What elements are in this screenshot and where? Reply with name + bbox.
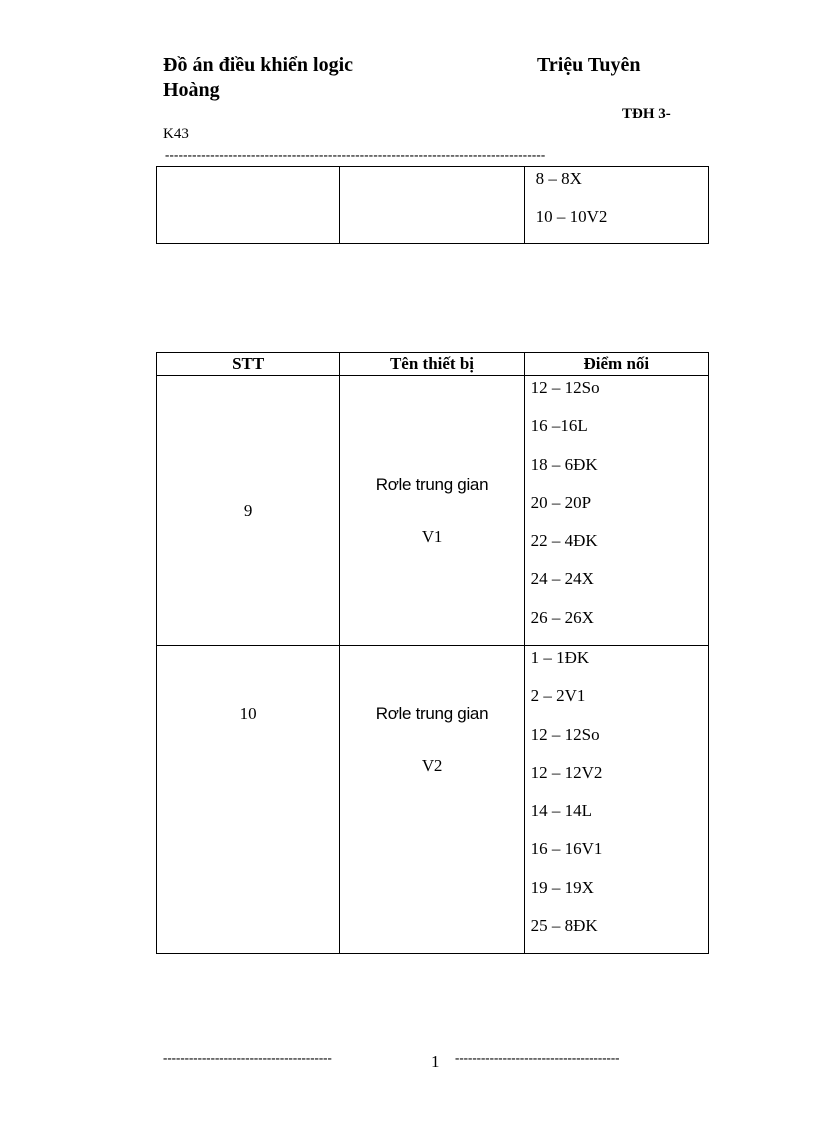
stt-cell: 10 [157, 646, 340, 954]
device-code: V2 [421, 756, 443, 775]
device-code: V1 [421, 526, 443, 546]
connection-point: 12 – 12So [530, 724, 600, 744]
connection-point: 8 – 8X [535, 169, 582, 188]
connection-point: 10 – 10V2 [535, 207, 608, 226]
column-header-stt: STT [157, 353, 340, 376]
footer-divider-left: --------------------------------------- [163, 1050, 332, 1065]
connection-point: 22 – 4ĐK [530, 531, 598, 551]
class-code: TĐH 3- [622, 106, 671, 122]
document-title: Đồ án điều khiển logic [163, 54, 354, 76]
table-row [157, 646, 709, 954]
connection-point: 16 – 16V1 [530, 839, 603, 859]
connection-points-cell [524, 167, 708, 244]
device-cell [340, 646, 524, 954]
page-number: 1 [431, 1052, 440, 1071]
stt-cell [157, 167, 340, 244]
wiring-table [156, 352, 709, 954]
connection-point: 2 – 2V1 [530, 686, 586, 706]
device-name: Rơle trung gian [375, 704, 489, 723]
table-row [157, 376, 709, 646]
continuation-table [156, 166, 709, 244]
connection-point: 1 – 1ĐK [530, 648, 590, 667]
connection-point: 25 – 8ĐK [530, 916, 598, 936]
connection-point: 20 – 20P [530, 492, 592, 512]
class-code-continued: K43 [163, 126, 189, 142]
author-name-continued: Hoàng [163, 79, 220, 101]
column-header-device: Tên thiết bị [340, 353, 524, 376]
device-cell [340, 167, 524, 244]
connection-points-cell [524, 376, 708, 646]
device-cell [340, 376, 524, 646]
connection-points-cell [524, 646, 708, 954]
connection-point: 16 –16L [530, 416, 588, 436]
author-name: Triệu Tuyên [537, 54, 641, 76]
table-row [157, 167, 709, 244]
column-header-points: Điểm nối [524, 353, 708, 376]
connection-point: 19 – 19X [530, 877, 594, 897]
footer-divider-right: -------------------------------------- [455, 1050, 620, 1065]
connection-point: 18 – 6ĐK [530, 454, 598, 474]
connection-point: 26 – 26X [530, 607, 594, 627]
connection-point: 14 – 14L [530, 801, 593, 821]
header-divider: ------------------------------------------------------------------------------------ [165, 147, 546, 162]
device-name: Rơle trung gian [375, 474, 489, 494]
table-header-row [157, 353, 709, 376]
stt-cell: 9 [157, 376, 340, 646]
connection-point: 12 – 12So [530, 378, 600, 397]
connection-point: 24 – 24X [530, 569, 594, 589]
connection-point: 12 – 12V2 [530, 762, 603, 782]
